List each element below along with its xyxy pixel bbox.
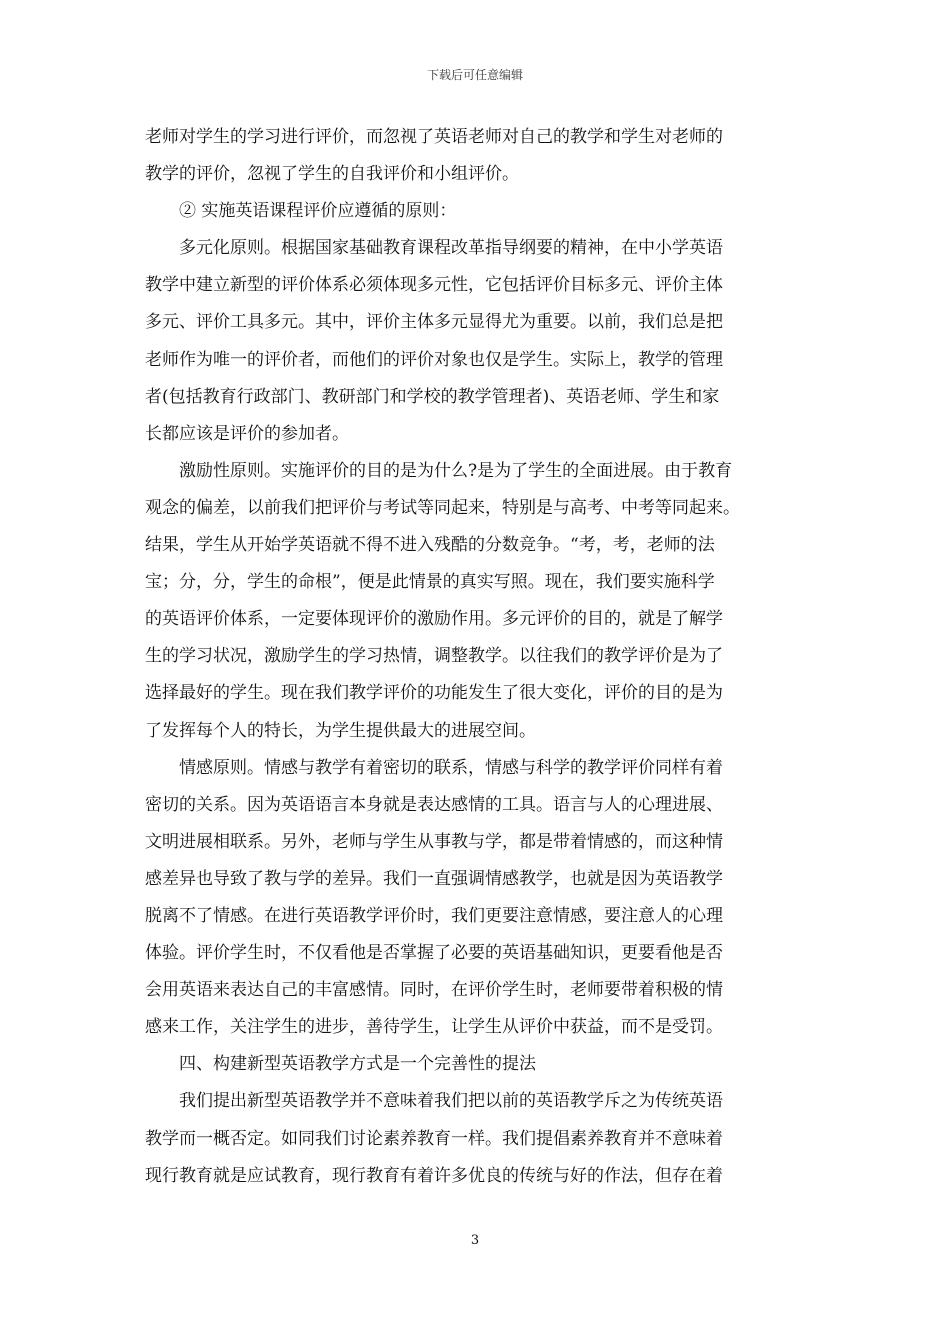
text-line: 感差异也导致了教与学的差异。我们一直强调情感教学，也就是因为英语教学 [145, 868, 723, 889]
text-line: 选择最好的学生。现在我们教学评价的功能发生了很大变化，评价的目的是为 [145, 683, 723, 704]
text-line: 密切的关系。因为英语语言本身就是表达感情的工具。语言与人的心理进展、 [145, 794, 723, 815]
text-line: 者(包括教育行政部门、教研部门和学校的教学管理者)、英语老师、学生和家 [145, 386, 720, 407]
text-line: 多元、评价工具多元。其中，评价主体多元显得尤为重要。以前，我们总是把 [145, 312, 723, 333]
text-line: 激励性原则。实施评价的目的是为什么?是为了学生的全面进展。由于教育 [145, 460, 733, 481]
page-number: 3 [470, 1233, 480, 1248]
text-line: 长都应该是评价的参加者。 [145, 423, 349, 444]
section-heading: ② 实施英语课程评价应遵循的原则： [145, 201, 457, 222]
text-line: 老师对学生的学习进行评价，而忽视了英语老师对自己的教学和学生对老师的 [145, 127, 723, 147]
text-line: 我们提出新型英语教学并不意味着我们把以前的英语教学斥之为传统英语 [145, 1091, 723, 1112]
text-line: 结果，学生从开始学英语就不得不进入残酷的分数竞争。“考，考，老师的法 [145, 535, 715, 556]
text-line: 的英语评价体系，一定要体现评价的激励作用。多元评价的目的，就是了解学 [145, 609, 723, 630]
section-heading: 四、构建新型英语教学方式是一个完善性的提法 [145, 1054, 536, 1075]
text-line: 会用英语来表达自己的丰富感情。同时，在评价学生时，老师要带着积极的情 [145, 980, 723, 1001]
text-line: 文明进展相联系。另外，老师与学生从事教与学，都是带着情感的，而这种情 [145, 831, 723, 852]
text-line: 观念的偏差，以前我们把评价与考试等同起来，特别是与高考、中考等同起来。 [145, 497, 740, 518]
page-header: 下载后可任意编辑 [426, 68, 523, 82]
document-body [145, 119, 805, 1195]
text-line: 脱离不了情感。在进行英语教学评价时，我们更要注意情感，要注意人的心理 [145, 905, 723, 926]
text-line: 感来工作，关注学生的进步，善待学生，让学生从评价中获益，而不是受罚。 [145, 1017, 723, 1038]
text-line: 现行教育就是应试教育，现行教育有着许多优良的传统与好的作法，但存在着 [145, 1165, 723, 1186]
text-line: 教学而一概否定。如同我们讨论素养教育一样。我们提倡素养教育并不意味着 [145, 1128, 723, 1149]
text-line: 宝；分，分，学生的命根”，便是此情景的真实写照。现在，我们要实施科学 [145, 572, 715, 593]
text-line: 老师作为唯一的评价者，而他们的评价对象也仅是学生。实际上，教学的管理 [145, 349, 723, 370]
text-line: 教学中建立新型的评价体系必须体现多元性，它包括评价目标多元、评价主体 [145, 275, 723, 296]
text-line: 体验。评价学生时，不仅看他是否掌握了必要的英语基础知识，更要看他是否 [145, 943, 723, 964]
text-line: 多元化原则。根据国家基础教育课程改革指导纲要的精神，在中小学英语 [145, 238, 723, 259]
text-line: 教学的评价，忽视了学生的自我评价和小组评价。 [145, 164, 519, 185]
text-line: 情感原则。情感与教学有着密切的联系，情感与科学的教学评价同样有着 [145, 757, 723, 778]
text-line: 了发挥每个人的特长，为学生提供最大的进展空间。 [145, 720, 536, 741]
text-line: 生的学习状况，激励学生的学习热情，调整教学。以往我们的教学评价是为了 [145, 646, 723, 667]
